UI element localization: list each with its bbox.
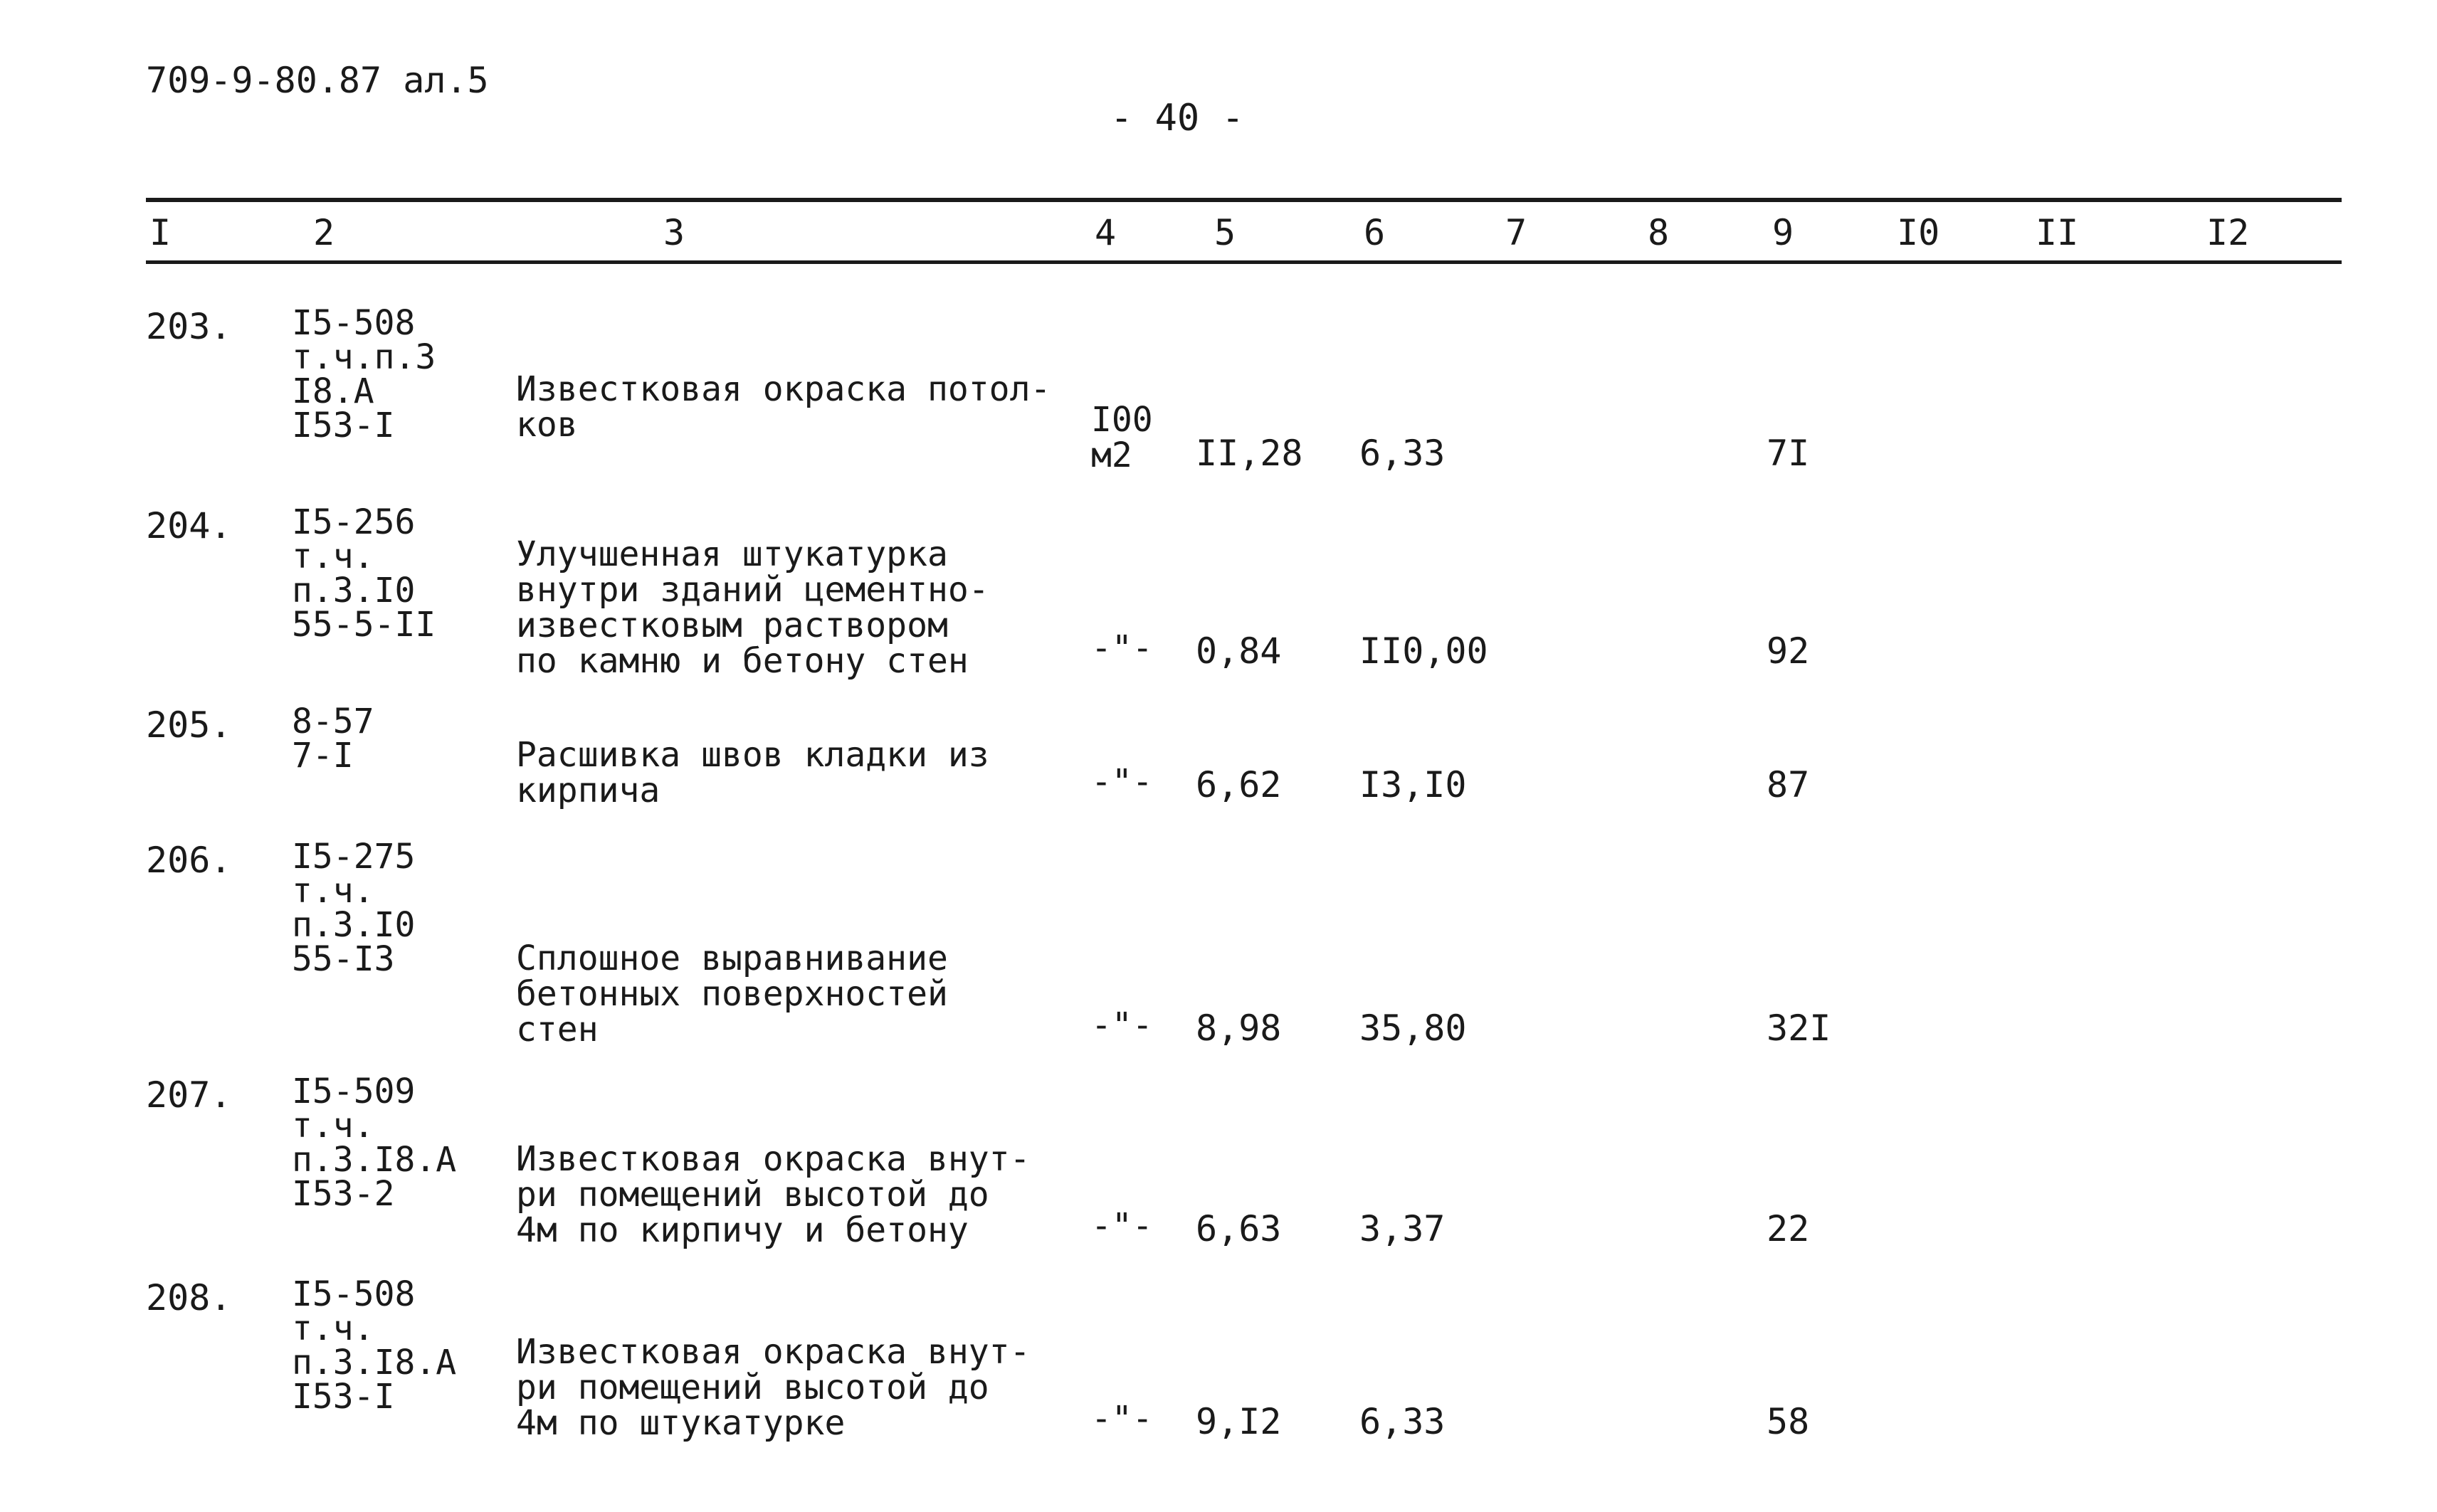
column-6-value: 6,33 bbox=[1359, 433, 1446, 474]
norm-reference-line: 55-5-II bbox=[292, 605, 436, 645]
unit-of-measure bbox=[1091, 1208, 1153, 1244]
work-description-line: Известковая окраска потол- bbox=[516, 369, 1051, 409]
work-description bbox=[516, 536, 989, 679]
column-5-value: II,28 bbox=[1196, 433, 1303, 474]
work-description-line: Расшивка швов кладки из bbox=[516, 735, 989, 775]
column-5-value: 0,84 bbox=[1196, 630, 1282, 672]
norm-reference-line: I5-275 bbox=[292, 837, 416, 877]
work-description-line: Сплошное выравнивание bbox=[516, 939, 948, 978]
work-description bbox=[516, 1334, 1030, 1441]
norm-reference-line: т.ч.п.3 bbox=[292, 337, 436, 377]
work-description-line: ри помещений высотой до bbox=[516, 1175, 989, 1215]
norm-reference bbox=[292, 1072, 457, 1214]
norm-reference-line: I53-I bbox=[292, 1377, 395, 1417]
column-5-value: 6,62 bbox=[1196, 764, 1282, 805]
column-9-value: 22 bbox=[1767, 1208, 1810, 1249]
column-header: I2 bbox=[2206, 212, 2250, 253]
norm-reference bbox=[292, 837, 416, 979]
work-description-line: стен bbox=[516, 1010, 599, 1050]
work-description-line: ков bbox=[516, 405, 578, 445]
work-description-line: 4м по штукатурке bbox=[516, 1403, 846, 1443]
unit-of-measure bbox=[1091, 630, 1153, 666]
column-header: 6 bbox=[1364, 212, 1386, 253]
column-header: 3 bbox=[663, 212, 685, 253]
norm-reference-line: I53-2 bbox=[292, 1174, 395, 1214]
column-9-value: 32I bbox=[1767, 1008, 1831, 1049]
column-6-value: 6,33 bbox=[1359, 1401, 1446, 1442]
unit-line: -"- bbox=[1091, 762, 1153, 802]
column-5-value: 6,63 bbox=[1196, 1208, 1282, 1249]
work-description-line: Улучшенная штукатурка bbox=[516, 534, 948, 574]
unit-of-measure bbox=[1091, 764, 1153, 800]
norm-reference-line: п.3.I8.А bbox=[292, 1343, 457, 1383]
norm-reference-line: I8.А bbox=[292, 371, 374, 411]
work-description-line: кирпича bbox=[516, 771, 660, 810]
work-description-line: известковым раствором bbox=[516, 606, 948, 645]
column-9-value: 92 bbox=[1767, 630, 1810, 672]
norm-reference-line: 7-I bbox=[292, 736, 354, 776]
column-5-value: 9,I2 bbox=[1196, 1401, 1282, 1442]
unit-line: м2 bbox=[1091, 435, 1132, 475]
norm-reference-line: п.3.I0 bbox=[292, 571, 416, 610]
norm-reference-line: т.ч. bbox=[292, 1106, 374, 1146]
document-code: 709-9-80.87 ал.5 bbox=[146, 60, 489, 101]
row-number: 207. bbox=[146, 1074, 232, 1116]
work-description-line: бетонных поверхностей bbox=[516, 974, 948, 1014]
work-description-line: ри помещений высотой до bbox=[516, 1368, 989, 1407]
norm-reference-line: 55-I3 bbox=[292, 939, 395, 979]
work-description-line: по камню и бетону стен bbox=[516, 641, 969, 681]
norm-reference-line: I5-256 bbox=[292, 502, 416, 542]
column-header: 8 bbox=[1648, 212, 1670, 253]
norm-reference bbox=[292, 303, 436, 445]
work-description-line: 4м по кирпичу и бетону bbox=[516, 1210, 969, 1250]
column-header: 7 bbox=[1505, 212, 1527, 253]
norm-reference-line: п.3.I0 bbox=[292, 905, 416, 945]
work-description bbox=[516, 1141, 1030, 1248]
norm-reference-line: I5-508 bbox=[292, 1274, 416, 1314]
unit-of-measure bbox=[1091, 402, 1153, 473]
page-number: - 40 - bbox=[1110, 97, 1244, 139]
column-header: I0 bbox=[1897, 212, 1940, 253]
norm-reference-line: т.ч. bbox=[292, 1309, 374, 1348]
unit-line: -"- bbox=[1091, 1206, 1153, 1246]
unit-of-measure bbox=[1091, 1401, 1153, 1437]
unit-line: -"- bbox=[1091, 1399, 1153, 1439]
column-6-value: I3,I0 bbox=[1359, 764, 1467, 805]
unit-of-measure bbox=[1091, 1005, 1153, 1045]
column-header: 2 bbox=[313, 212, 335, 253]
work-description bbox=[516, 371, 1051, 443]
row-number: 205. bbox=[146, 704, 232, 746]
row-number: 204. bbox=[146, 505, 232, 546]
column-header: II bbox=[2036, 212, 2079, 253]
norm-reference-line: т.ч. bbox=[292, 536, 374, 576]
column-header: 9 bbox=[1772, 212, 1794, 253]
column-header: 5 bbox=[1214, 212, 1236, 253]
work-description bbox=[516, 939, 948, 1050]
norm-reference-line: 8-57 bbox=[292, 702, 374, 741]
column-9-value: 7I bbox=[1767, 433, 1810, 474]
column-6-value: 35,80 bbox=[1359, 1008, 1467, 1049]
work-description bbox=[516, 737, 989, 808]
row-number: 203. bbox=[146, 306, 232, 347]
row-number: 208. bbox=[146, 1277, 232, 1318]
column-header: I bbox=[149, 212, 172, 253]
work-description-line: Известковая окраска внут- bbox=[516, 1139, 1031, 1179]
row-number: 206. bbox=[146, 840, 232, 881]
column-5-value: 8,98 bbox=[1196, 1008, 1282, 1049]
norm-reference bbox=[292, 1274, 457, 1417]
unit-line: -"- bbox=[1091, 628, 1153, 668]
norm-reference bbox=[292, 702, 374, 776]
norm-reference-line: I5-509 bbox=[292, 1072, 416, 1111]
unit-line: -"- bbox=[1091, 1005, 1153, 1045]
column-6-value: II0,00 bbox=[1359, 630, 1488, 672]
norm-reference-line: I53-I bbox=[292, 406, 395, 445]
unit-line: I00 bbox=[1091, 400, 1153, 440]
column-6-value: 3,37 bbox=[1359, 1208, 1446, 1249]
norm-reference-line: п.3.I8.А bbox=[292, 1140, 457, 1180]
column-9-value: 87 bbox=[1767, 764, 1810, 805]
work-description-line: Известковая окраска внут- bbox=[516, 1332, 1031, 1372]
column-header: 4 bbox=[1095, 212, 1117, 253]
norm-reference-line: I5-508 bbox=[292, 303, 416, 343]
norm-reference bbox=[292, 502, 436, 645]
norm-reference-line: т.ч. bbox=[292, 871, 374, 911]
column-9-value: 58 bbox=[1767, 1401, 1810, 1442]
work-description-line: внутри зданий цементно- bbox=[516, 570, 989, 610]
